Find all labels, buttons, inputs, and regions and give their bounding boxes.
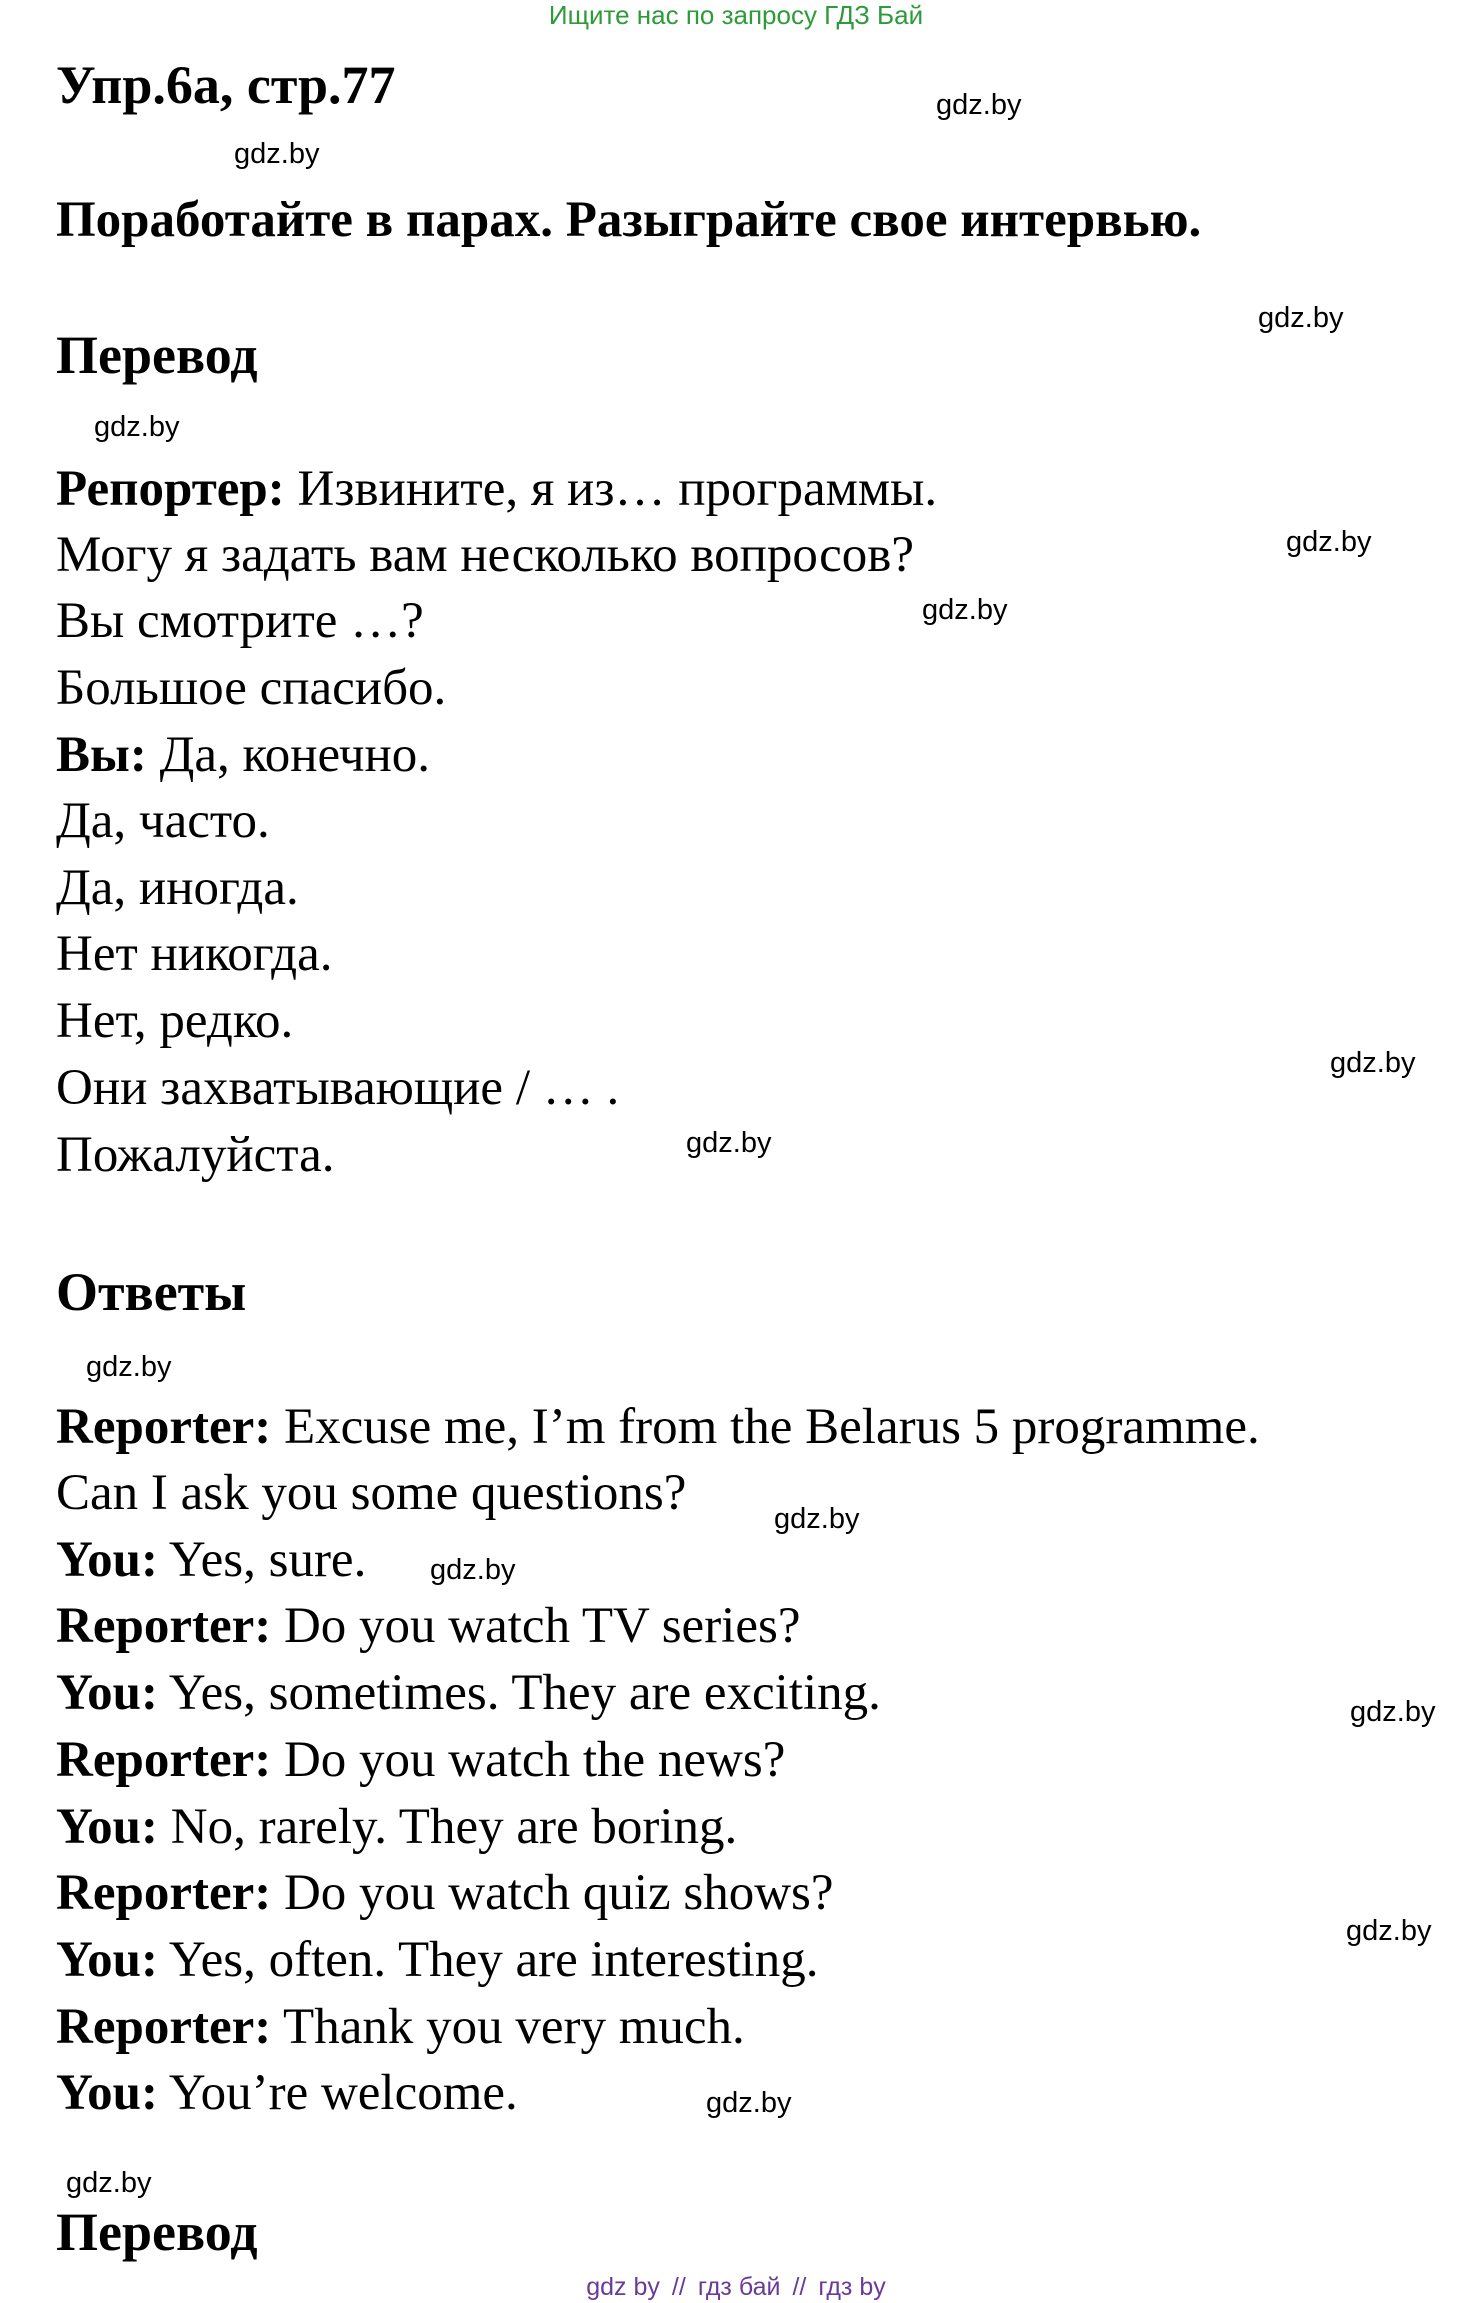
answer-line bbox=[56, 1929, 819, 1991]
speaker-label: Reporter: bbox=[56, 1732, 272, 1788]
watermark: gdz.by bbox=[706, 2087, 792, 2119]
answer-line bbox=[56, 1862, 834, 1924]
line-text: Да, конечно. bbox=[146, 727, 431, 783]
exercise-title: Упр.6а, стр.77 bbox=[56, 55, 396, 115]
watermark: gdz.by bbox=[1346, 1915, 1432, 1947]
line-text: No, rarely. They are boring. bbox=[158, 1799, 738, 1855]
line-text: Вы смотрите …? bbox=[56, 593, 424, 649]
line-text: Do you watch quiz shows? bbox=[271, 1865, 834, 1921]
watermark: gdz.by bbox=[774, 1503, 860, 1535]
footer-link[interactable]: gdz by bbox=[586, 2273, 660, 2301]
speaker-label: You: bbox=[56, 2065, 159, 2121]
watermark: gdz.by bbox=[1286, 526, 1372, 558]
line-text: Могу я задать вам несколько вопросов? bbox=[56, 527, 915, 583]
speaker-label: You: bbox=[56, 1932, 159, 1988]
translation-line bbox=[56, 790, 270, 852]
translation-line bbox=[56, 524, 914, 586]
line-text: Нет никогда. bbox=[56, 926, 333, 982]
watermark: gdz.by bbox=[86, 1351, 172, 1383]
speaker-label: You: bbox=[56, 1799, 159, 1855]
footer-link[interactable]: гдз бай bbox=[697, 2273, 781, 2301]
instruction: Поработайте в парах. Разыграйте свое интервью. bbox=[56, 192, 1202, 248]
line-text: Yes, sure. bbox=[158, 1532, 367, 1588]
answer-line bbox=[56, 1796, 737, 1858]
watermark: gdz.by bbox=[94, 411, 180, 443]
watermark: gdz.by bbox=[1258, 302, 1344, 334]
speaker-label: Reporter: bbox=[56, 1865, 272, 1921]
translation-line bbox=[56, 857, 299, 919]
line-text: Do you watch the news? bbox=[271, 1732, 786, 1788]
answer-line bbox=[56, 1462, 686, 1524]
answer-line bbox=[56, 1396, 1260, 1458]
footer-separator: // bbox=[671, 2273, 686, 2301]
line-text: Thank you very much. bbox=[271, 1999, 745, 2055]
translation-line bbox=[56, 990, 293, 1052]
line-text: You’re welcome. bbox=[158, 2065, 518, 2121]
answer-line bbox=[56, 1529, 366, 1591]
watermark: gdz.by bbox=[1330, 1047, 1416, 1079]
answer-line bbox=[56, 1595, 800, 1657]
translation-line bbox=[56, 657, 446, 719]
answer-line bbox=[56, 1729, 785, 1791]
line-text: Да, иногда. bbox=[56, 860, 299, 916]
watermark: gdz.by bbox=[686, 1127, 772, 1159]
answer-line bbox=[56, 2062, 518, 2124]
speaker-label: You: bbox=[56, 1665, 159, 1721]
answer-line bbox=[56, 1996, 745, 2058]
speaker-label: You: bbox=[56, 1532, 159, 1588]
line-text: Извините, я из… программы. bbox=[284, 461, 938, 517]
watermark: gdz.by bbox=[66, 2167, 152, 2199]
line-text: Они захватывающие / … . bbox=[56, 1060, 620, 1116]
watermark: gdz.by bbox=[1350, 1696, 1436, 1728]
line-text: Да, часто. bbox=[56, 793, 270, 849]
speaker-label: Reporter: bbox=[56, 1399, 272, 1455]
translation-line bbox=[56, 590, 424, 652]
top-banner: Ищите нас по запросу ГДЗ Бай bbox=[548, 0, 924, 30]
line-text: Пожалуйста. bbox=[56, 1127, 335, 1183]
watermark: gdz.by bbox=[922, 594, 1008, 626]
speaker-label: Вы: bbox=[56, 727, 147, 783]
watermark: gdz.by bbox=[430, 1554, 516, 1586]
speaker-label: Репортер: bbox=[56, 461, 285, 517]
translation-line bbox=[56, 923, 333, 985]
line-text: Yes, often. They are interesting. bbox=[158, 1932, 819, 1988]
line-text: Do you watch TV series? bbox=[271, 1598, 801, 1654]
translation-line bbox=[56, 1057, 619, 1119]
line-text: Yes, sometimes. They are exciting. bbox=[158, 1665, 881, 1721]
answers-heading: Ответы bbox=[56, 1262, 247, 1322]
line-text: Большое спасибо. bbox=[56, 660, 447, 716]
translation-line bbox=[56, 724, 430, 786]
watermark: gdz.by bbox=[234, 138, 320, 170]
answer-line bbox=[56, 1662, 881, 1724]
speaker-label: Reporter: bbox=[56, 1999, 272, 2055]
translation-line bbox=[56, 458, 937, 520]
translation-heading: Перевод bbox=[56, 325, 258, 385]
footer-separator: // bbox=[792, 2273, 807, 2301]
footer-links bbox=[0, 2272, 1472, 2302]
watermark: gdz.by bbox=[936, 89, 1022, 121]
speaker-label: Reporter: bbox=[56, 1598, 272, 1654]
second-translation-heading: Перевод bbox=[56, 2202, 258, 2262]
line-text: Can I ask you some questions? bbox=[56, 1465, 687, 1521]
line-text: Excuse me, I’m from the Belarus 5 programme. bbox=[271, 1399, 1260, 1455]
line-text: Нет, редко. bbox=[56, 993, 294, 1049]
translation-line bbox=[56, 1124, 335, 1186]
footer-link[interactable]: гдз by bbox=[818, 2273, 886, 2301]
